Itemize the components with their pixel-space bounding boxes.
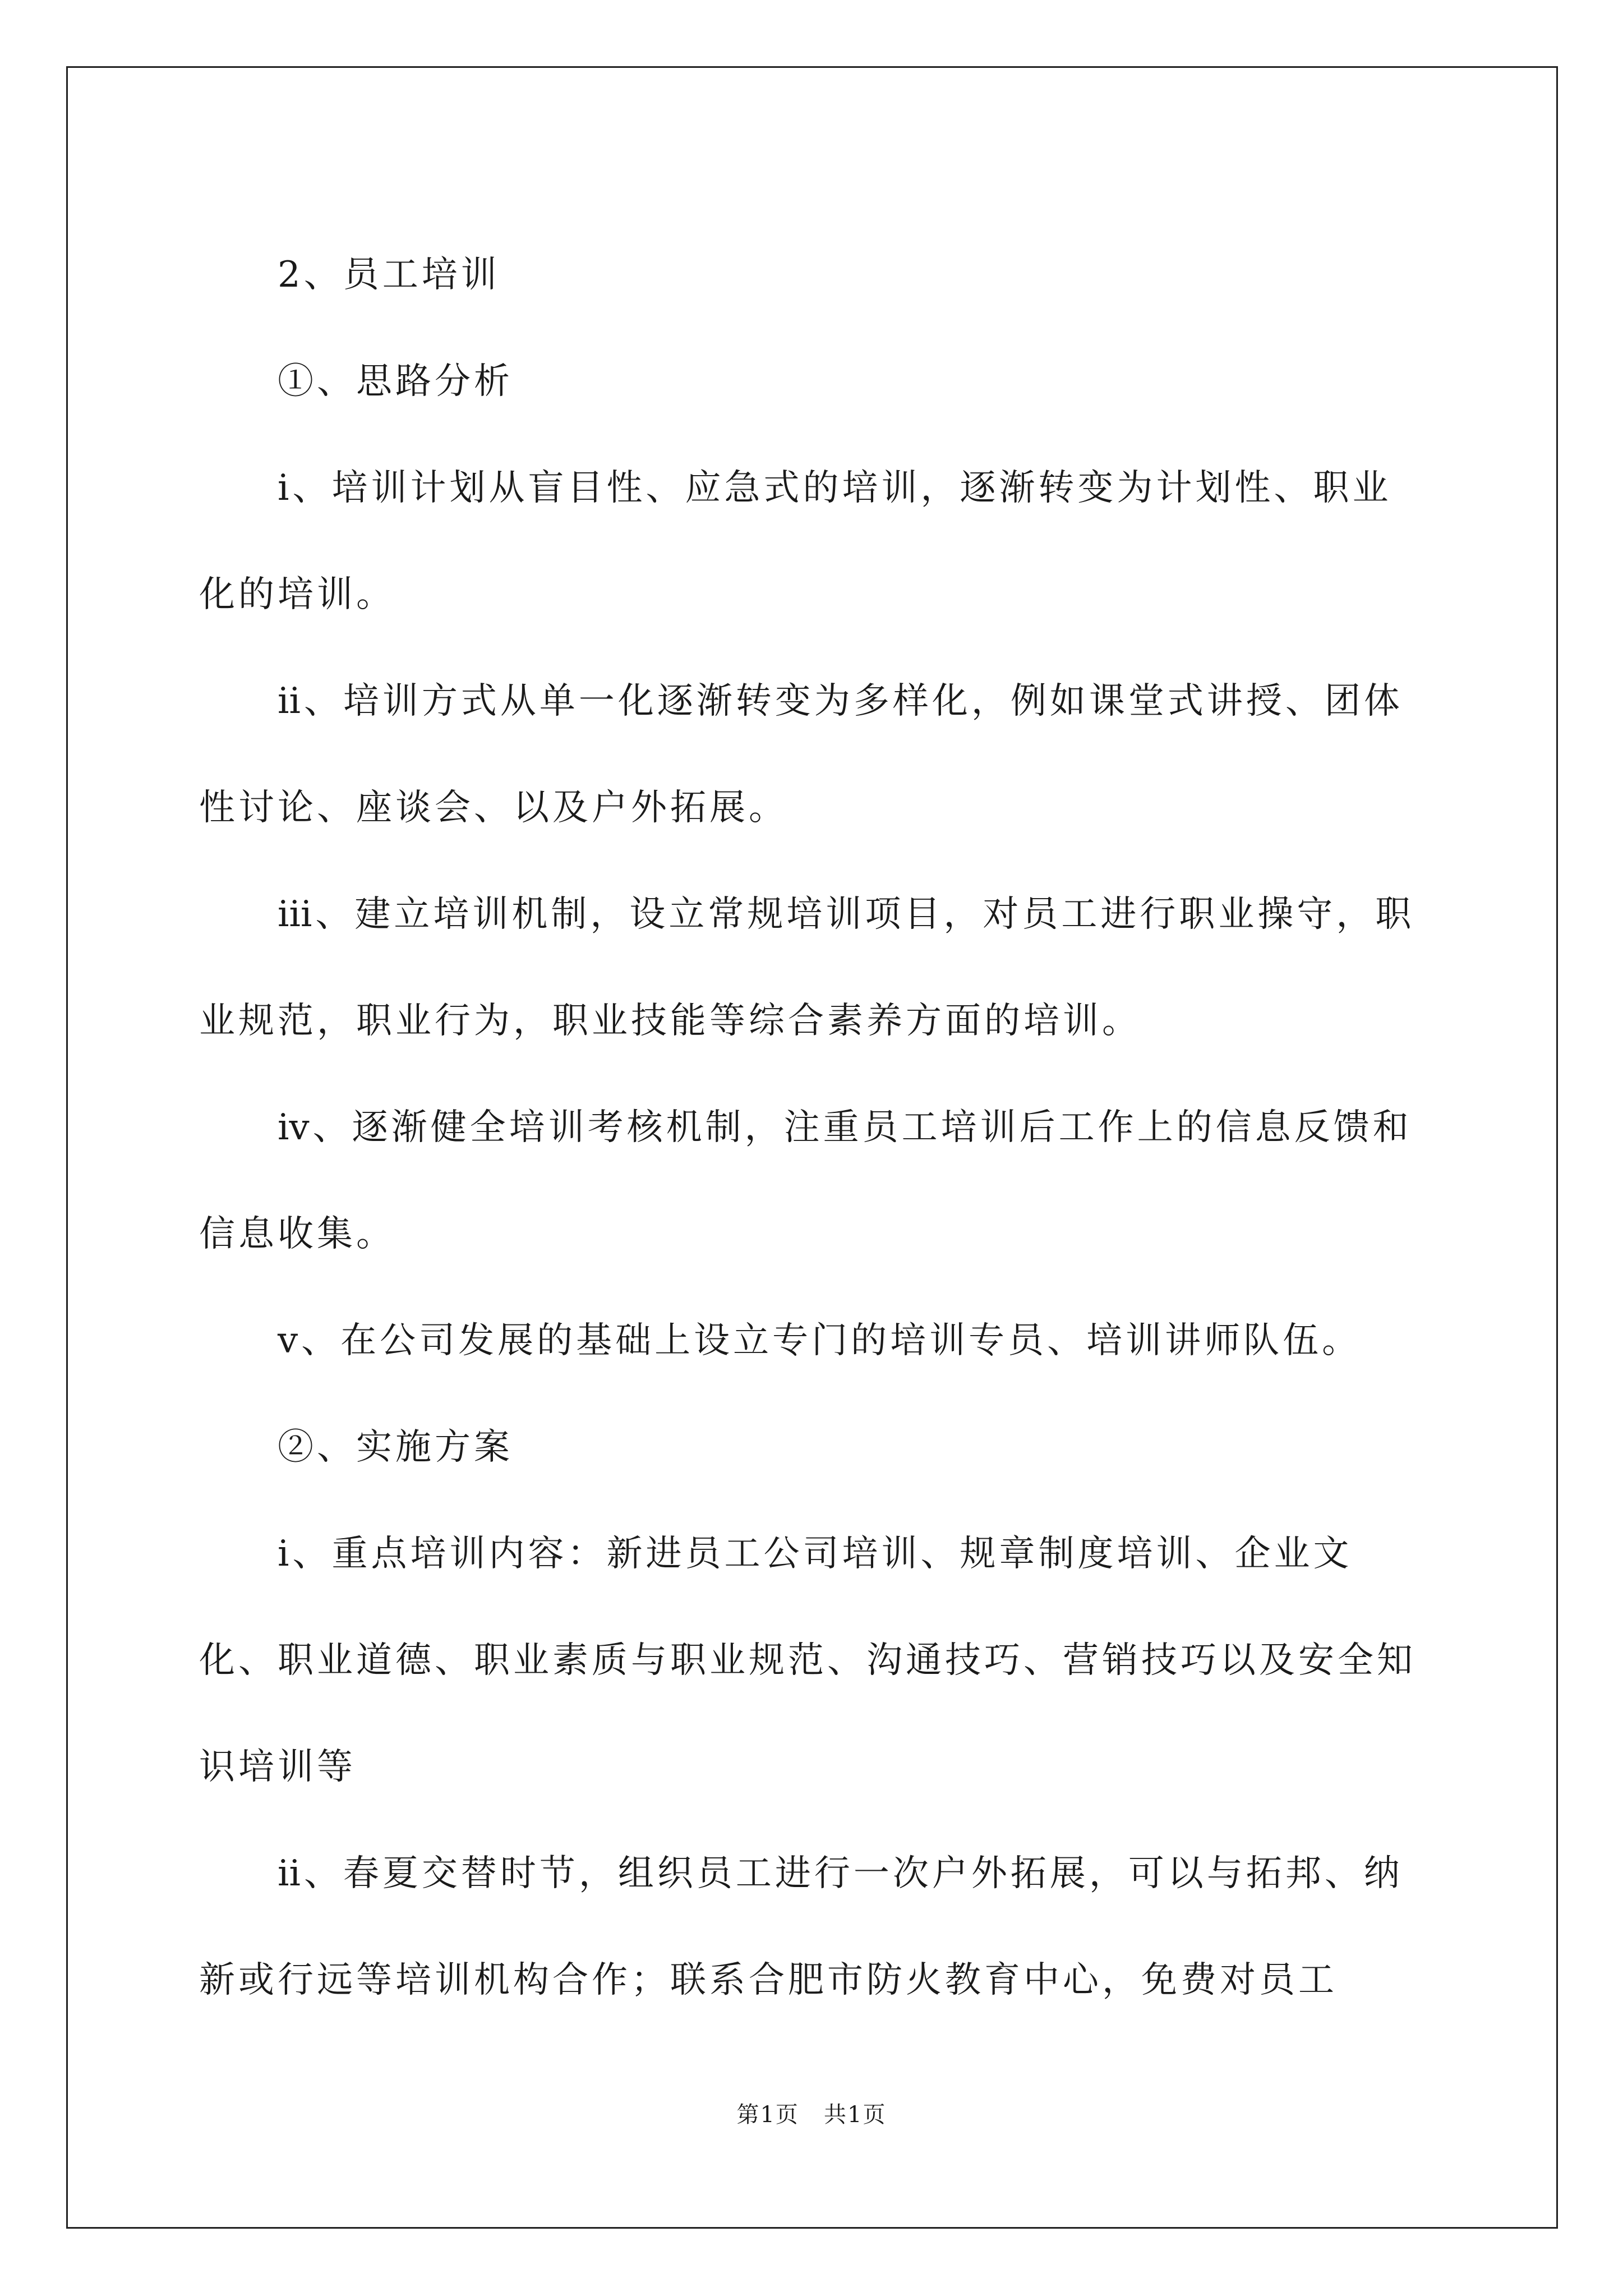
subheading-analysis: ①、思路分析 <box>278 361 513 402</box>
paragraph-plan-2: ⅱ、春夏交替时节，组织员工进行一次户外拓展，可以与拓邦、纳新或行远等培训机构合作；联系合肥市防火教育中心，免费对员工 <box>199 1853 1403 2001</box>
paragraph-item-1: ⅰ、培训计划从盲目性、应急式的培训，逐渐转变为计划性、职业化的培训。 <box>199 467 1392 615</box>
paragraph-plan-1: ⅰ、重点培训内容：新进员工公司培训、规章制度培训、企业文化、职业道德、职业素质与职业规范、沟通技巧、营销技巧以及安全知识培训等 <box>199 1533 1416 1788</box>
paragraph-item-2: ⅱ、培训方式从单一化逐渐转变为多样化，例如课堂式讲授、团体性讨论、座谈会、以及户外拓展。 <box>199 680 1403 829</box>
document-body <box>199 222 1427 2033</box>
heading-staff-training: 2、员工培训 <box>278 254 500 296</box>
paragraph-item-4: ⅳ、逐渐健全培训考核机制，注重员工培训后工作上的信息反馈和信息收集。 <box>199 1107 1412 1255</box>
paragraph-item-5: ⅴ、在公司发展的基础上设立专门的培训专员、培训讲师队伍。 <box>278 1320 1362 1361</box>
subheading-implementation: ②、实施方案 <box>278 1427 513 1468</box>
page-number-footer: 第1页 共1页 <box>736 2102 887 2128</box>
paragraph-item-3: ⅲ、建立培训机制，设立常规培训项目，对员工进行职业操守，职业规范，职业行为，职业技能等综合素养方面的培训。 <box>199 894 1415 1042</box>
